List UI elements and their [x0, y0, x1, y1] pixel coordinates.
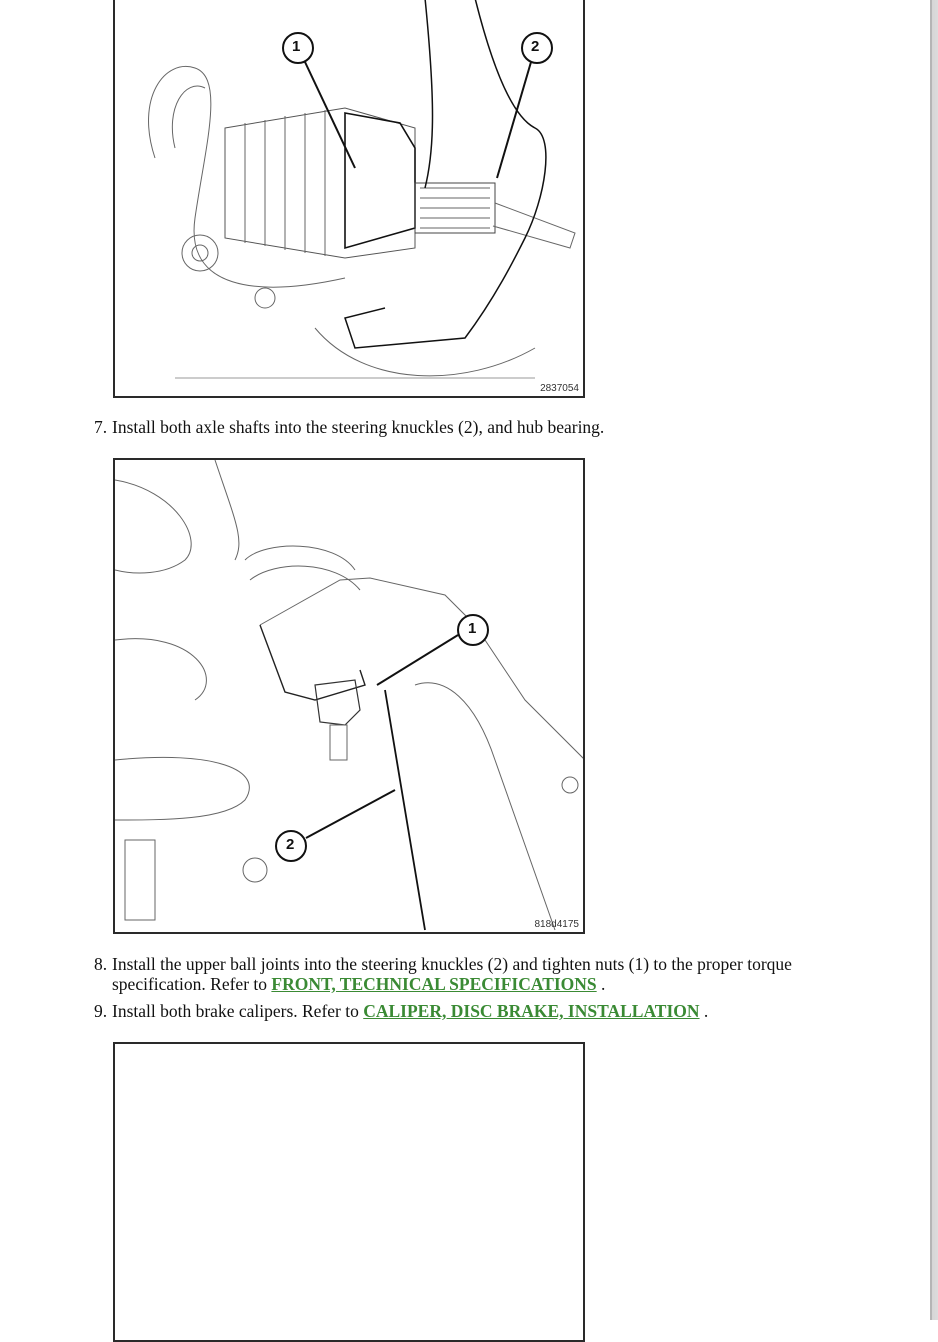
- figure-axle-shaft-install: [113, 0, 585, 398]
- link-caliper-disc-brake-installation[interactable]: CALIPER, DISC BRAKE, INSTALLATION: [363, 1001, 700, 1021]
- figure-upper-ball-joint: [113, 458, 585, 934]
- callout-2: 2: [286, 836, 295, 853]
- figure-id: 818d4175: [534, 919, 579, 930]
- ball-joint-illustration: [115, 460, 585, 934]
- link-front-technical-specifications[interactable]: FRONT, TECHNICAL SPECIFICATIONS: [271, 974, 597, 994]
- step-text-cont: specification. Refer to: [112, 974, 268, 994]
- step-text: Install both brake calipers. Refer to: [112, 1001, 359, 1021]
- step-number: 7.: [94, 417, 108, 437]
- step-7: [94, 417, 604, 437]
- step-suffix: .: [703, 1001, 709, 1021]
- step-number: 8.: [94, 954, 108, 974]
- callout-1: 1: [292, 38, 301, 55]
- axle-shaft-illustration: [115, 0, 585, 398]
- step-9: [94, 1001, 708, 1021]
- step-text: Install both axle shafts into the steering knuckles (2), and hub bearing.: [112, 417, 605, 437]
- step-8: [94, 954, 874, 994]
- step-suffix: .: [601, 974, 606, 994]
- step-text: Install the upper ball joints into the steering knuckles (2) and tighten nuts (1) to the proper torque: [112, 954, 792, 974]
- scrollbar[interactable]: [930, 0, 938, 1320]
- figure-id: 2837054: [540, 383, 579, 394]
- callout-2: 2: [531, 38, 540, 55]
- callout-1: 1: [468, 620, 477, 637]
- step-number: 9.: [94, 1001, 108, 1021]
- figure-brake-caliper: [113, 1042, 585, 1342]
